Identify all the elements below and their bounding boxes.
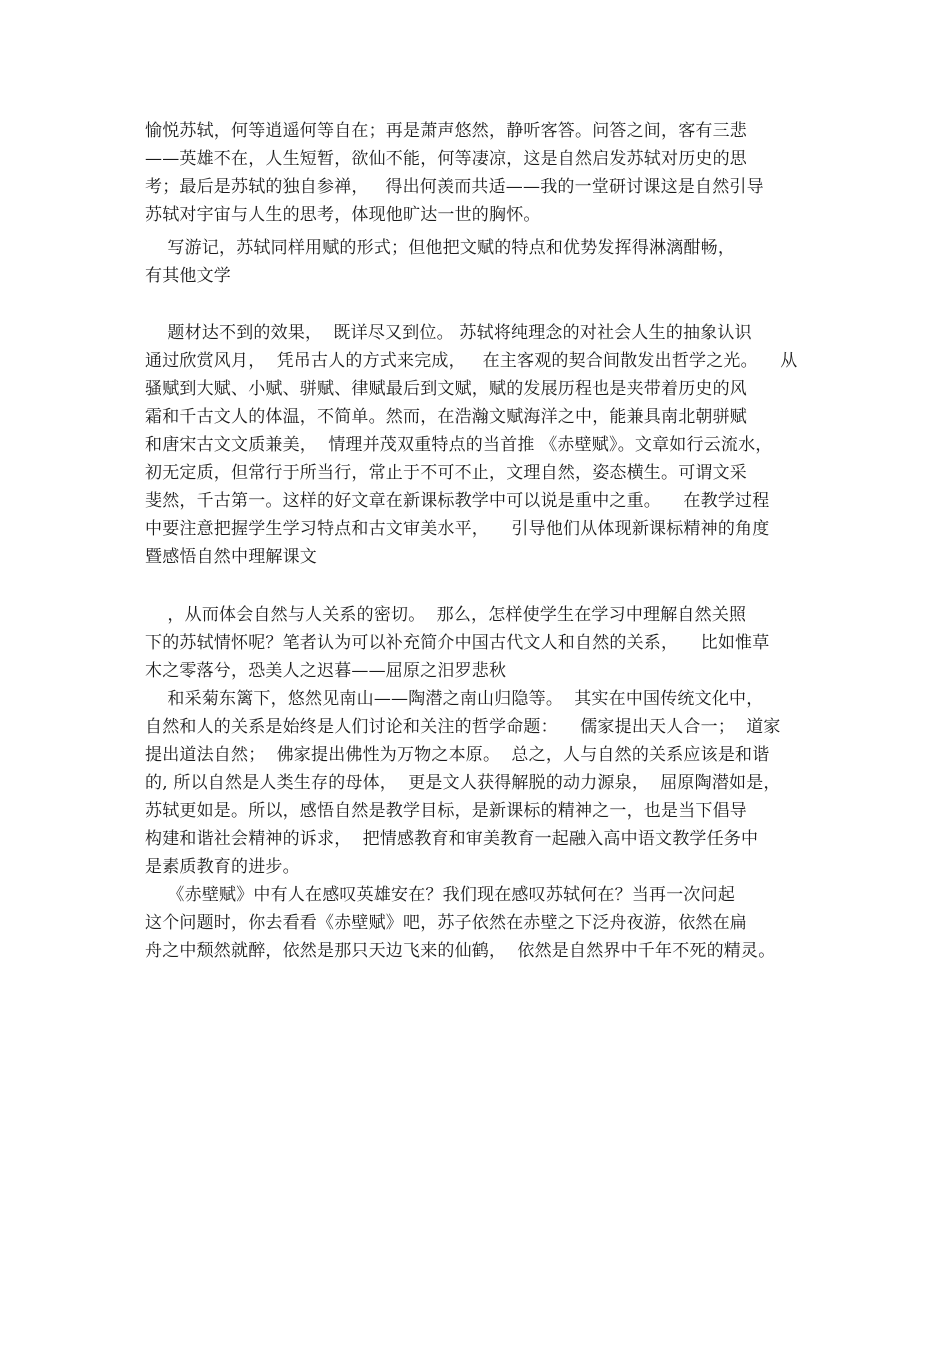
text-line: 有其他文学 bbox=[145, 266, 231, 286]
text-line: 是素质教育的进步。 bbox=[145, 857, 300, 877]
text-line: 提出道法自然； 佛家提出佛性为万物之本原。 总之，人与自然的关系应该是和谐 bbox=[145, 745, 770, 765]
text-line: 苏轼对宇宙与人生的思考，体现他旷达一世的胸怀。 bbox=[145, 205, 541, 225]
text-line: 通过欣赏风月， 凭吊古人的方式来完成， 在主客观的契合间散发出哲学之光。 从 bbox=[145, 351, 798, 371]
text-line: ，从而体会自然与人关系的密切。 那么，怎样使学生在学习中理解自然关照 bbox=[145, 605, 747, 625]
text-line: 这个问题时，你去看看《赤壁赋》吧，苏子依然在赤壁之下泛舟夜游，依然在扁 bbox=[145, 913, 747, 933]
text-line: 中要注意把握学生学习特点和古文审美水平， 引导他们从体现新课标精神的角度 bbox=[145, 519, 770, 539]
text-line: 初无定质，但常行于所当行，常止于不可不止，文理自然，姿态横生。可谓文采 bbox=[145, 463, 747, 483]
text-line: 《赤壁赋》中有人在感叹英雄安在？我们现在感叹苏轼何在？当再一次问起 bbox=[145, 885, 736, 905]
text-line: 舟之中颓然就醉，依然是那只天边飞来的仙鹤， 依然是自然界中千年不死的精灵。 bbox=[145, 941, 776, 961]
text-line: 骚赋到大赋、小赋、骈赋、律赋最后到文赋，赋的发展历程也是夹带着历史的风 bbox=[145, 379, 747, 399]
text-line: 和唐宋古文文质兼美， 情理并茂双重特点的当首推 《赤壁赋》。文章如行云流水， bbox=[145, 435, 773, 455]
text-line: 写游记，苏轼同样用赋的形式；但他把文赋的特点和优势发挥得淋漓酣畅， bbox=[145, 238, 736, 258]
text-line: 斐然，千古第一。这样的好文章在新课标教学中可以说是重中之重。 在教学过程 bbox=[145, 491, 770, 511]
text-line: 苏轼更如是。所以，感悟自然是教学目标，是新课标的精神之一，也是当下倡导 bbox=[145, 801, 747, 821]
text-line: 自然和人的关系是始终是人们讨论和关注的哲学命题： 儒家提出天人合一； 道家 bbox=[145, 717, 781, 737]
text-line: 考；最后是苏轼的独自参禅， 得出何羡而共适——我的一堂研讨课这是自然引导 bbox=[145, 177, 764, 197]
text-line: 和采菊东篱下，悠然见南山——陶潜之南山归隐等。 其实在中国传统文化中， bbox=[145, 689, 764, 709]
text-line: 的, 所以自然是人类生存的母体， 更是文人获得解脱的动力源泉， 屈原陶潜如是， bbox=[145, 773, 781, 793]
text-line: 构建和谐社会精神的诉求， 把情感教育和审美教育一起融入高中语文教学任务中 bbox=[145, 829, 759, 849]
text-line: ——英雄不在，人生短暂，欲仙不能，何等凄凉，这是自然启发苏轼对历史的思 bbox=[145, 149, 747, 169]
text-line: 愉悦苏轼，何等逍遥何等自在；再是萧声悠然，静听客答。问答之间，客有三悲 bbox=[145, 121, 747, 141]
text-line: 木之零落兮，恐美人之迟暮——屈原之汨罗悲秋 bbox=[145, 661, 507, 681]
text-line: 下的苏轼情怀呢？笔者认为可以补充简介中国古代文人和自然的关系， 比如惟草 bbox=[145, 633, 770, 653]
text-line: 题材达不到的效果， 既详尽又到位。 苏轼将纯理念的对社会人生的抽象认识 bbox=[145, 323, 752, 343]
text-line: 暨感悟自然中理解课文 bbox=[145, 547, 317, 567]
text-line: 霜和千古文人的体温，不简单。然而，在浩瀚文赋海洋之中，能兼具南北朝骈赋 bbox=[145, 407, 747, 427]
